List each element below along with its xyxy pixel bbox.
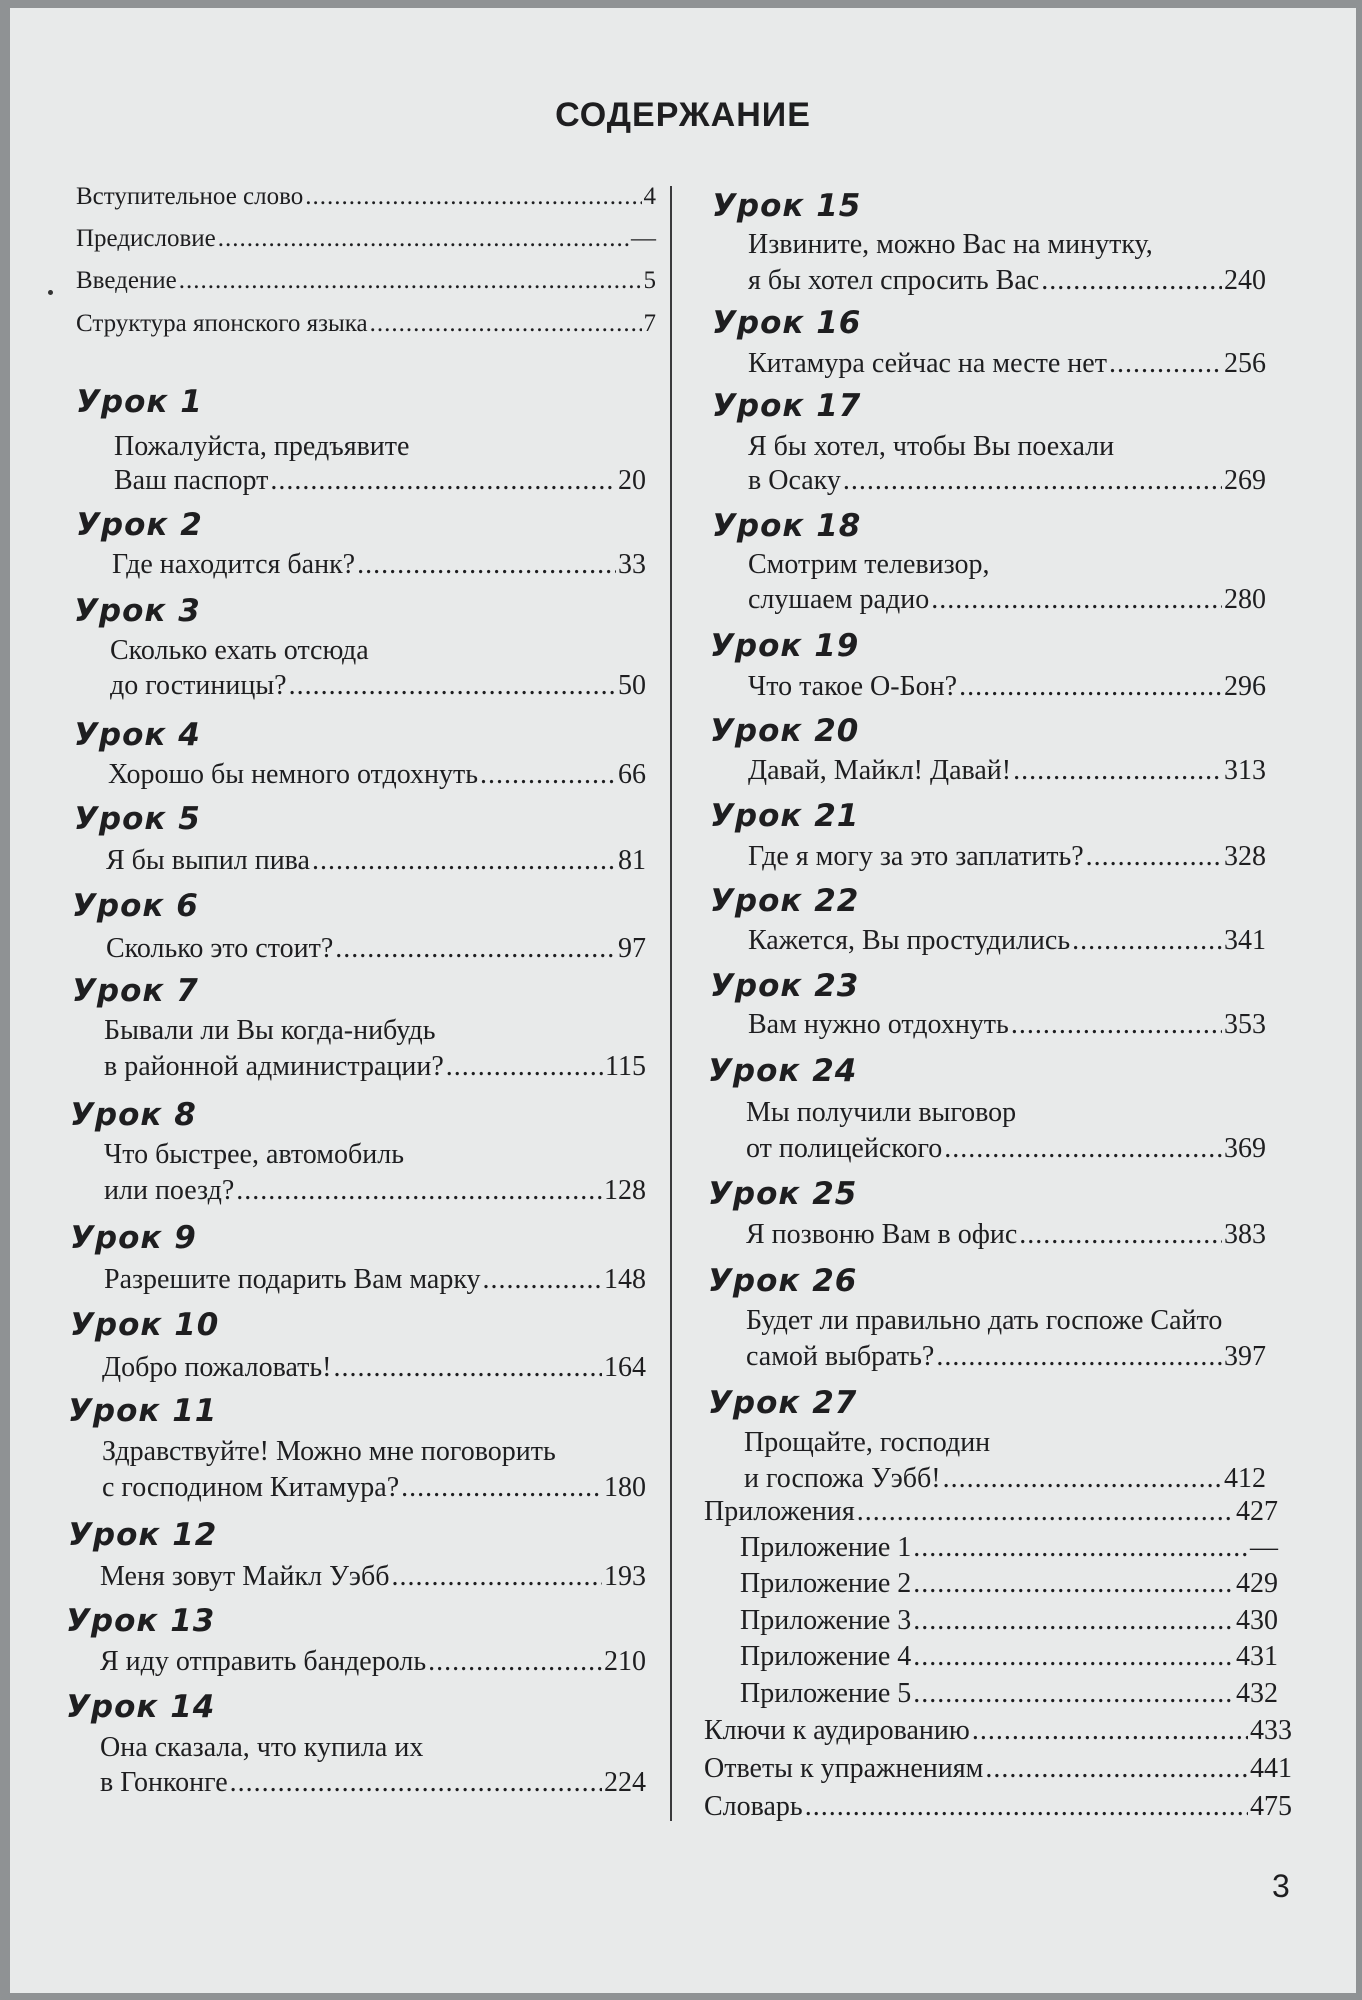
toc-entry[interactable] — [748, 1008, 1266, 1042]
dot-leader — [305, 180, 641, 214]
dot-leader — [913, 1567, 1234, 1601]
toc-entry[interactable] — [112, 548, 646, 582]
entry-title: до гостиницы? — [110, 670, 287, 701]
entry-page: 193 — [604, 1561, 646, 1592]
lesson-heading[interactable]: Урок 10 — [70, 1307, 220, 1343]
entry-page: 180 — [604, 1472, 646, 1503]
entry-title: в Гонконге — [100, 1767, 228, 1798]
toc-entry[interactable] — [114, 464, 646, 498]
entry-page: 50 — [618, 670, 646, 701]
entry-title: слушаем радио — [748, 584, 930, 615]
entry-page: — — [631, 225, 656, 252]
entry-title: Я позвоню Вам в офис — [746, 1219, 1018, 1250]
toc-entry[interactable] — [748, 924, 1266, 958]
entry-title-line: Она сказала, что купила их — [100, 1732, 424, 1763]
lesson-heading[interactable]: Урок 21 — [710, 798, 860, 834]
entry-title-line: Бывали ли Вы когда-нибудь — [104, 1015, 436, 1046]
lesson-heading[interactable]: Урок 12 — [68, 1517, 218, 1553]
dot-leader — [1011, 1008, 1222, 1042]
lesson-heading[interactable]: Урок 6 — [72, 888, 199, 924]
lesson-heading[interactable]: Урок 15 — [712, 188, 862, 224]
toc-entry[interactable] — [748, 670, 1266, 704]
entry-title: Меня зовут Майкл Уэбб — [100, 1561, 390, 1592]
toc-entry[interactable] — [748, 464, 1266, 498]
entry-page: 5 — [643, 267, 656, 294]
entry-page: 148 — [604, 1264, 646, 1295]
entry-page: 383 — [1224, 1219, 1266, 1250]
toc-entry[interactable] — [108, 758, 646, 792]
lesson-heading[interactable]: Урок 8 — [70, 1097, 197, 1133]
entry-title-line: Сколько ехать отсюда — [110, 635, 369, 666]
book-page — [10, 8, 1356, 1993]
entry-title: Словарь — [704, 1791, 803, 1822]
dot-leader — [179, 264, 642, 298]
dot-leader — [391, 1560, 602, 1594]
entry-page: 224 — [604, 1767, 646, 1798]
lesson-heading[interactable]: Урок 16 — [712, 305, 862, 341]
lesson-heading[interactable]: Урок 1 — [76, 384, 203, 420]
entry-title: самой выбрать? — [746, 1341, 935, 1372]
toc-entry[interactable] — [76, 307, 656, 341]
lesson-heading[interactable]: Урок 22 — [710, 883, 860, 919]
toc-entry[interactable] — [704, 1752, 1292, 1786]
entry-title: Приложение 2 — [740, 1568, 912, 1599]
lesson-heading[interactable]: Урок 9 — [70, 1220, 197, 1256]
dot-leader — [1109, 347, 1222, 381]
toc-entry[interactable] — [748, 754, 1266, 788]
dot-leader — [401, 1471, 602, 1505]
entry-title: Разрешите подарить Вам марку — [104, 1264, 481, 1295]
lesson-heading[interactable]: Урок 7 — [72, 973, 199, 1009]
dot-leader — [931, 583, 1222, 617]
lesson-heading[interactable]: Урок 24 — [708, 1053, 858, 1089]
entry-page: 33 — [618, 549, 646, 580]
toc-entry[interactable] — [740, 1604, 1278, 1638]
entry-title: Структура японского языка — [76, 310, 368, 337]
dot-leader — [985, 1752, 1248, 1786]
toc-entry[interactable] — [102, 1351, 646, 1385]
entry-title: Сколько это стоит? — [106, 933, 334, 964]
entry-page: 7 — [643, 310, 656, 337]
toc-entry[interactable] — [746, 1340, 1266, 1374]
entry-title: Приложения — [704, 1496, 855, 1527]
dot-leader — [428, 1645, 602, 1679]
dot-leader — [483, 1263, 602, 1297]
toc-entry[interactable] — [106, 844, 646, 878]
entry-title: я бы хотел спросить Вас — [748, 265, 1040, 296]
entry-page: 433 — [1250, 1715, 1292, 1746]
entry-title: Предисловие — [76, 225, 216, 252]
dot-leader — [943, 1462, 1222, 1496]
entry-page: 20 — [618, 465, 646, 496]
entry-page: 66 — [618, 759, 646, 790]
lesson-heading[interactable]: Урок 27 — [708, 1385, 858, 1421]
lesson-heading[interactable]: Урок 2 — [76, 507, 203, 543]
dot-leader — [480, 758, 616, 792]
dot-leader — [1072, 924, 1222, 958]
entry-title: или поезд? — [104, 1175, 235, 1206]
entry-page: 431 — [1236, 1641, 1278, 1672]
lesson-heading[interactable]: Урок 4 — [74, 717, 201, 753]
dot-leader — [270, 464, 616, 498]
lesson-heading[interactable]: Урок 14 — [66, 1689, 216, 1725]
page-title: СОДЕРЖАНИЕ — [555, 96, 811, 134]
entry-title-line: Мы получили выговор — [746, 1097, 1017, 1128]
toc-entry[interactable] — [748, 347, 1266, 381]
toc-entry[interactable] — [110, 669, 646, 703]
toc-entry[interactable] — [744, 1462, 1266, 1496]
toc-entry[interactable] — [748, 264, 1266, 298]
entry-title: Давай, Майкл! Давай! — [748, 755, 1012, 786]
dot-leader — [334, 1351, 602, 1385]
entry-title: Добро пожаловать! — [102, 1352, 332, 1383]
entry-title-line: Что быстрее, автомобиль — [104, 1139, 404, 1170]
toc-entry[interactable] — [104, 1263, 646, 1297]
dot-leader — [218, 222, 629, 256]
entry-title: Приложение 3 — [740, 1605, 912, 1636]
entry-title: и госпожа Уэбб! — [744, 1463, 941, 1494]
toc-entry[interactable] — [104, 1050, 646, 1084]
toc-entry[interactable] — [76, 222, 656, 256]
toc-entry[interactable] — [740, 1677, 1278, 1711]
entry-page: 256 — [1224, 348, 1266, 379]
entry-title-line: Здравствуйте! Можно мне поговорить — [102, 1436, 556, 1467]
entry-page: 4 — [643, 183, 656, 210]
entry-title: от полицейского — [746, 1133, 943, 1164]
entry-title-line: Пожалуйста, предъявите — [114, 431, 410, 462]
dot-leader — [805, 1790, 1248, 1824]
entry-page: 412 — [1224, 1463, 1266, 1494]
entry-title-line: Извините, можно Вас на минутку, — [748, 229, 1153, 260]
entry-title: в Осаку — [748, 465, 841, 496]
lesson-heading[interactable]: Урок 25 — [708, 1176, 858, 1212]
entry-page: 97 — [618, 933, 646, 964]
column-divider — [670, 186, 672, 1821]
entry-page: 429 — [1236, 1568, 1278, 1599]
dot-leader — [1019, 1218, 1222, 1252]
entry-title: Где я могу за это заплатить? — [748, 841, 1084, 872]
entry-page: — — [1250, 1532, 1278, 1563]
lesson-heading[interactable]: Урок 23 — [710, 968, 860, 1004]
dot-leader — [857, 1495, 1234, 1529]
entry-title-line: Смотрим телевизор, — [748, 549, 990, 580]
dot-leader — [289, 669, 616, 703]
entry-page: 475 — [1250, 1791, 1292, 1822]
entry-title: Ваш паспорт — [114, 465, 269, 496]
entry-title-line: Прощайте, господин — [744, 1427, 991, 1458]
entry-title: Вам нужно отдохнуть — [748, 1009, 1009, 1040]
dot-leader — [312, 844, 616, 878]
entry-title-line: Будет ли правильно дать госпоже Сайто — [746, 1305, 1223, 1336]
dot-leader — [913, 1604, 1234, 1638]
lesson-heading[interactable]: Урок 20 — [710, 713, 860, 749]
entry-title: Где находится банк? — [112, 549, 356, 580]
entry-page: 81 — [618, 845, 646, 876]
entry-title: в районной администрации? — [104, 1051, 444, 1082]
entry-page: 269 — [1224, 465, 1266, 496]
entry-page: 432 — [1236, 1678, 1278, 1709]
entry-title: Введение — [76, 267, 177, 294]
dot-leader — [913, 1677, 1234, 1711]
toc-entry[interactable] — [100, 1645, 646, 1679]
dot-leader — [357, 548, 616, 582]
toc-entry[interactable] — [100, 1766, 646, 1800]
page-number: 3 — [1272, 1868, 1290, 1904]
lesson-heading[interactable]: Урок 19 — [710, 628, 860, 664]
entry-page: 296 — [1224, 671, 1266, 702]
entry-title: Вступительное слово — [76, 183, 304, 210]
toc-entry[interactable] — [746, 1132, 1266, 1166]
entry-title: с господином Китамура? — [102, 1472, 400, 1503]
entry-title: Я бы выпил пива — [106, 845, 310, 876]
entry-page: 430 — [1236, 1605, 1278, 1636]
toc-entry[interactable] — [704, 1790, 1292, 1824]
dot-leader — [1086, 840, 1222, 874]
entry-page: 240 — [1224, 265, 1266, 296]
lesson-heading[interactable]: Урок 11 — [68, 1393, 218, 1429]
lesson-heading[interactable]: Урок 26 — [708, 1263, 858, 1299]
dot-leader — [335, 932, 616, 966]
toc-entry[interactable] — [748, 583, 1266, 617]
lesson-heading[interactable]: Урок 5 — [74, 801, 201, 837]
toc-entry[interactable] — [740, 1531, 1278, 1565]
entry-page: 341 — [1224, 925, 1266, 956]
dot-leader — [1041, 264, 1222, 298]
dot-leader — [972, 1714, 1248, 1748]
toc-entry[interactable] — [740, 1567, 1278, 1601]
dot-leader — [959, 670, 1222, 704]
dot-leader — [236, 1174, 602, 1208]
dot-leader — [913, 1640, 1234, 1674]
entry-page: 164 — [604, 1352, 646, 1383]
dot-leader — [936, 1340, 1222, 1374]
entry-page: 369 — [1224, 1133, 1266, 1164]
toc-entry[interactable] — [76, 264, 656, 298]
entry-title: Приложение 4 — [740, 1641, 912, 1672]
entry-title: Кажется, Вы простудились — [748, 925, 1071, 956]
entry-page: 128 — [604, 1175, 646, 1206]
toc-entry[interactable] — [704, 1495, 1278, 1529]
toc-entry[interactable] — [76, 180, 656, 214]
dot-leader — [446, 1050, 603, 1084]
entry-title: Что такое О-Бон? — [748, 671, 958, 702]
print-speck — [48, 290, 53, 295]
toc-entry[interactable] — [100, 1560, 646, 1594]
entry-title: Ключи к аудированию — [704, 1715, 970, 1746]
entry-title: Приложение 1 — [740, 1532, 912, 1563]
toc-entry[interactable] — [704, 1714, 1292, 1748]
entry-page: 353 — [1224, 1009, 1266, 1040]
lesson-heading[interactable]: Урок 13 — [66, 1603, 216, 1639]
dot-leader — [843, 464, 1222, 498]
entry-title: Ответы к упражнениям — [704, 1753, 984, 1784]
entry-page: 427 — [1236, 1496, 1278, 1527]
entry-page: 397 — [1224, 1341, 1266, 1372]
entry-title: Китамура сейчас на месте нет — [748, 348, 1107, 379]
dot-leader — [370, 307, 642, 341]
lesson-heading[interactable]: Урок 3 — [74, 593, 201, 629]
toc-entry[interactable] — [748, 840, 1266, 874]
entry-title: Приложение 5 — [740, 1678, 912, 1709]
lesson-heading[interactable]: Урок 17 — [712, 388, 862, 424]
entry-page: 313 — [1224, 755, 1266, 786]
entry-page: 328 — [1224, 841, 1266, 872]
toc-entry[interactable] — [746, 1218, 1266, 1252]
entry-page: 115 — [605, 1051, 646, 1082]
lesson-heading[interactable]: Урок 18 — [712, 508, 862, 544]
entry-title: Я иду отправить бандероль — [100, 1646, 427, 1677]
dot-leader — [1013, 754, 1222, 788]
toc-entry[interactable] — [104, 1174, 646, 1208]
dot-leader — [913, 1531, 1248, 1565]
entry-title-line: Я бы хотел, чтобы Вы поехали — [748, 431, 1115, 462]
entry-page: 210 — [604, 1646, 646, 1677]
toc-entry[interactable] — [106, 932, 646, 966]
toc-entry[interactable] — [102, 1471, 646, 1505]
entry-page: 280 — [1224, 584, 1266, 615]
dot-leader — [944, 1132, 1222, 1166]
entry-page: 441 — [1250, 1753, 1292, 1784]
toc-entry[interactable] — [740, 1640, 1278, 1674]
entry-title: Хорошо бы немного отдохнуть — [108, 759, 479, 790]
dot-leader — [230, 1766, 602, 1800]
